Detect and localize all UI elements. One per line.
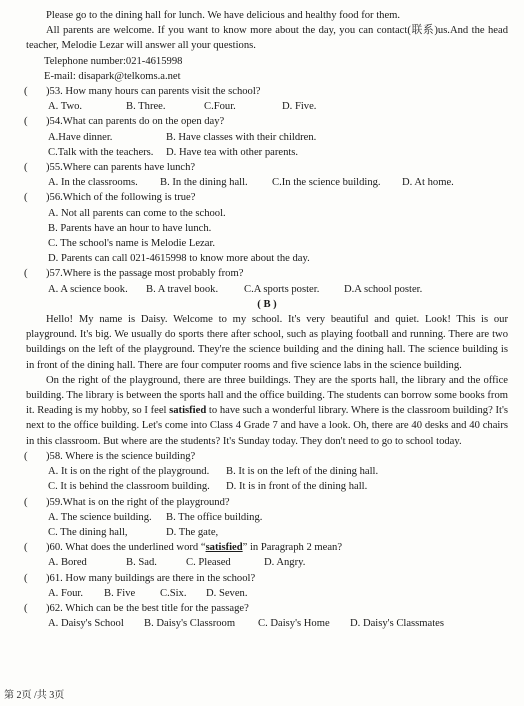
question-58 <box>26 449 508 464</box>
key-word-satisfied: satisfied <box>169 405 207 417</box>
option-a: A. The science building. <box>48 511 152 523</box>
option-b: B. In the dining hall. <box>160 177 248 189</box>
option-d: D.A school poster. <box>344 283 423 295</box>
option-d: D. At home. <box>402 177 454 189</box>
answer-blank: ( <box>24 496 28 508</box>
answer-blank: ( <box>24 192 28 204</box>
option-b: B. It is on the left of the dining hall. <box>226 466 379 478</box>
option-c: C.A sports poster. <box>244 283 320 295</box>
question-stem: )57.Where is the passage most probably from? <box>46 268 244 280</box>
options-53 <box>26 99 508 114</box>
option-a: A. Bored <box>48 557 87 569</box>
question-stem-end: ” in Paragraph 2 mean? <box>242 542 343 554</box>
option-d: D. It is in front of the dining hall. <box>226 481 368 493</box>
options-60 <box>26 555 508 570</box>
answer-blank: ( <box>24 572 28 584</box>
answer-blank: ( <box>24 116 28 128</box>
question-55 <box>26 160 508 175</box>
options-59-row2 <box>26 525 508 540</box>
underlined-word: satisfied <box>205 542 243 554</box>
question-stem: )55.Where can parents have lunch? <box>46 162 196 174</box>
options-62 <box>26 616 508 631</box>
option-d: D. Have tea with other parents. <box>166 146 299 158</box>
option-a: A. A science book. <box>48 283 128 295</box>
question-61 <box>26 571 508 586</box>
telephone-line: Telephone number:021-4615998 <box>44 55 183 67</box>
options-54-row1 <box>26 130 508 145</box>
option-d: D. Parents can call 021-4615998 to know more about the day. <box>48 253 310 265</box>
email-line: E-mail: disapark@telkoms.a.net <box>44 70 181 82</box>
option-b: B. The office building. <box>166 511 263 523</box>
option-a: A. Not all parents can come to the school. <box>48 207 226 219</box>
option-b: B. Three. <box>126 101 166 113</box>
question-stem: )54.What can parents do on the open day? <box>46 116 225 128</box>
option-a: A. Four. <box>48 587 84 599</box>
option-b: B. Five <box>104 587 136 599</box>
passage-b-paragraph1: Hello! My name is Daisy. Welcome to my school. It's very beautiful and quiet. Look! This is our playground. It's big. We usually do sports there after school, such as playing football and running. There are two buildings on the left of the playground. They're the science building and the dining hall. The science building is in front of the dining hall. There are four computer rooms and five science labs in the science building. <box>26 314 508 371</box>
question-56 <box>26 190 508 205</box>
question-62 <box>26 601 508 616</box>
option-c: C.Talk with the teachers. <box>48 146 154 158</box>
answer-blank: ( <box>24 86 28 98</box>
question-stem: )53. How many hours can parents visit the school? <box>46 86 261 98</box>
option-a: A.Have dinner. <box>48 131 113 143</box>
option-c: C. The dining hall, <box>48 526 128 538</box>
answer-blank: ( <box>24 450 28 462</box>
passage-b-paragraph2 <box>26 373 508 449</box>
question-54 <box>26 114 508 129</box>
option-d: D. Daisy's Classmates <box>350 618 445 630</box>
option-d: D. The gate, <box>166 526 219 538</box>
question-stem: )59.What is on the right of the playground? <box>46 496 230 508</box>
option-b: B. A travel book. <box>146 283 219 295</box>
option-b: B. Daisy's Classroom <box>144 618 236 630</box>
question-stem: )58. Where is the science building? <box>46 450 196 462</box>
option-b: B. Sad. <box>126 557 157 569</box>
question-57 <box>26 266 508 281</box>
option-d: D. Five. <box>282 101 317 113</box>
question-stem: )60. What does the underlined word “ <box>46 542 206 554</box>
answer-blank: ( <box>24 162 28 174</box>
option-a: A. Two. <box>48 101 83 113</box>
question-53 <box>26 84 508 99</box>
question-stem: )56.Which of the following is true? <box>46 192 196 204</box>
options-55 <box>26 175 508 190</box>
section-b-heading: ( B ) <box>257 298 277 310</box>
option-c: C. The school's name is Melodie Lezar. <box>48 238 216 250</box>
options-58-row1 <box>26 464 508 479</box>
intro-paragraph2: All parents are welcome. If you want to know more about the day, you can contact(联系)us.And the head teacher, Melodie Lezar will answer all your questions. <box>26 25 508 52</box>
option-c: C. It is behind the classroom building. <box>48 481 210 493</box>
options-61 <box>26 586 508 601</box>
option-c: C. Pleased <box>186 557 231 569</box>
options-58-row2 <box>26 479 508 494</box>
option-b: B. Parents have an hour to have lunch. <box>48 222 212 234</box>
option-a: A. Daisy's School <box>48 618 124 630</box>
option-c: C.Four. <box>204 101 236 113</box>
options-57 <box>26 282 508 297</box>
answer-blank: ( <box>24 268 28 280</box>
intro-line1: Please go to the dining hall for lunch. We have delicious and healthy food for them. <box>46 10 401 21</box>
option-c: C. Daisy's Home <box>258 618 330 630</box>
paragraph-text: to have such a wonderful library. Where is the classroom building? It's next to the office building. Let's come into Class 4 Grade 7 and have a look. Oh, there are 40 desks and 40 chairs in this classroom. But where are the students? It's Sunday today. They don't need to go to school today. <box>26 405 508 447</box>
question-stem: )61. How many buildings are there in the school? <box>46 572 256 584</box>
question-60 <box>26 540 508 555</box>
question-stem: )62. Which can be the best title for the passage? <box>46 602 249 614</box>
option-a: A. In the classrooms. <box>48 177 138 189</box>
answer-blank: ( <box>24 542 28 554</box>
answer-blank: ( <box>24 602 28 614</box>
question-59 <box>26 495 508 510</box>
page-number-footer: 第 2页 /共 3页 <box>4 690 65 701</box>
option-c: C.In the science building. <box>272 177 381 189</box>
paragraph-text: On the right of the playground, there are three buildings. They are the sports hall, the library and the office building. The library is between the sports hall and the office building. The students can borrow some books from it. Reading is my hobby, so I feel <box>26 374 508 417</box>
option-a: A. It is on the right of the playground. <box>48 466 210 478</box>
option-b: B. Have classes with their children. <box>166 131 317 143</box>
option-c: C.Six. <box>160 587 187 599</box>
options-59-row1 <box>26 510 508 525</box>
option-d: D. Angry. <box>264 557 306 569</box>
option-d: D. Seven. <box>206 587 248 599</box>
options-54-row2 <box>26 145 508 160</box>
